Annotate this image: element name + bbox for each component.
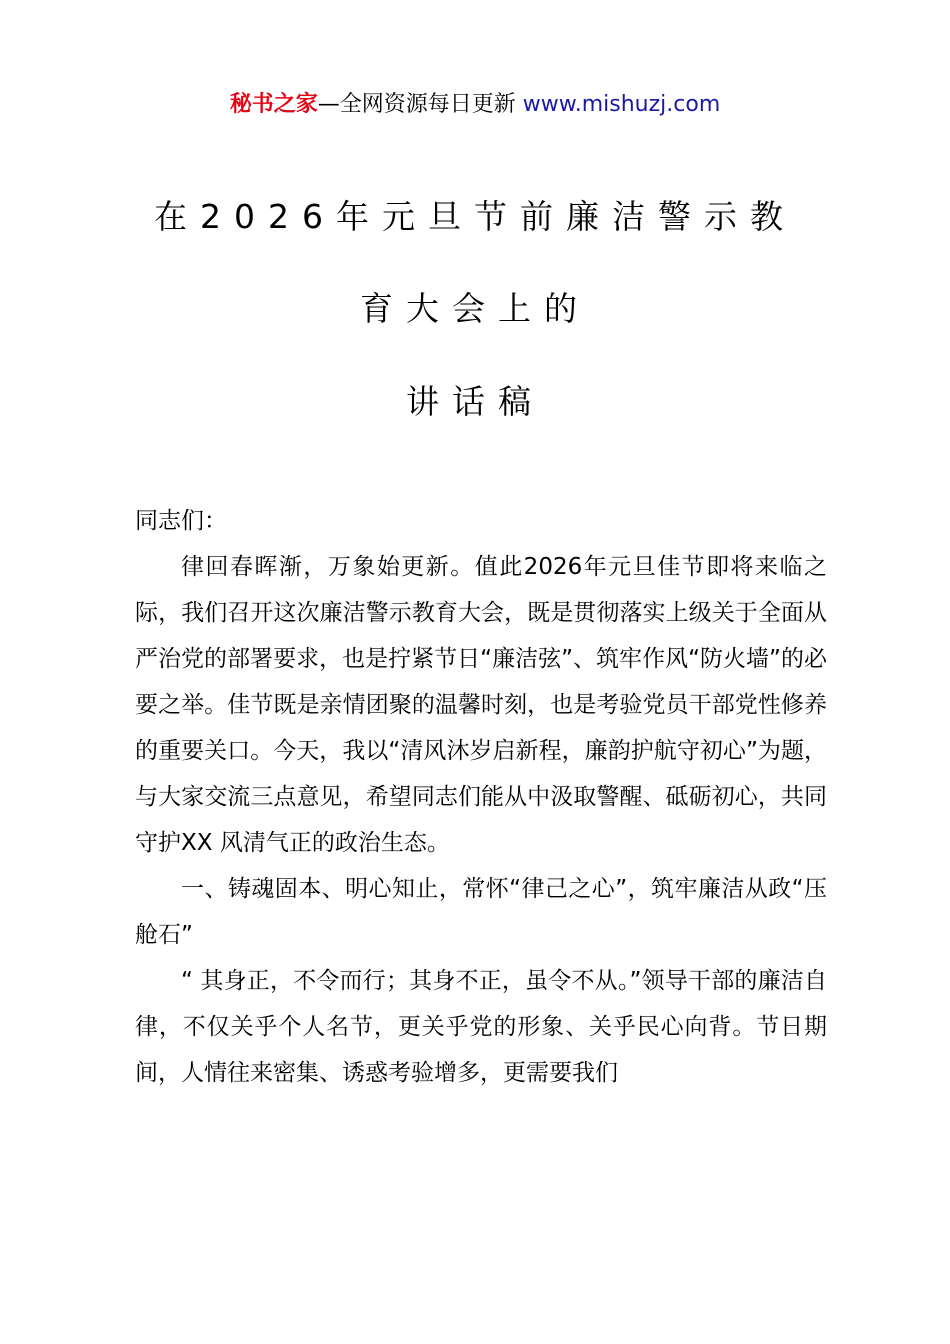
document-title-line-1: 在2026年元旦节前廉洁警示教 [154, 197, 796, 236]
document-title-line-2: 育大会上的 [360, 289, 590, 328]
document-body [135, 498, 827, 1096]
section-paragraph-1: “ 其身正，不令而行；其身不正，虽令不从。”领导干部的廉洁自律，不仅关乎个人名节，更关乎党的形象、关乎民心向背。节日期间，人情往来密集、诱惑考验增多，更需要我们 [135, 968, 827, 1086]
site-url-link[interactable]: www.mishuzj.com [522, 92, 721, 117]
site-header [0, 88, 950, 122]
opening-paragraph: 律回春晖渐，万象始更新。值此2026年元旦佳节即将来临之际，我们召开这次廉洁警示教育大会，既是贯彻落实上级关于全面从严治党的部署要求，也是拧紧节日“廉洁弦”、筑牢作风“防火墙”的必要之举。佳节既是亲情团聚的温馨时刻，也是考验党员干部党性修养的重要关口。今天，我以“清风沐岁启新程，廉韵护航守初心”为题，与大家交流三点意见，希望同志们能从中汲取警醒、砥砺初心，共同守护XX 风清气正的政治生态。 [135, 554, 827, 856]
section-heading-1: 一、铸魂固本、明心知止，常怀“律己之心”，筑牢廉洁从政“压舱石” [135, 876, 827, 948]
brand-name: 秘书之家 [229, 92, 318, 117]
salutation: 同志们： [135, 508, 227, 534]
header-tagline: —全网资源每日更新 [317, 92, 516, 117]
document-title-line-3: 讲话稿 [406, 382, 544, 421]
